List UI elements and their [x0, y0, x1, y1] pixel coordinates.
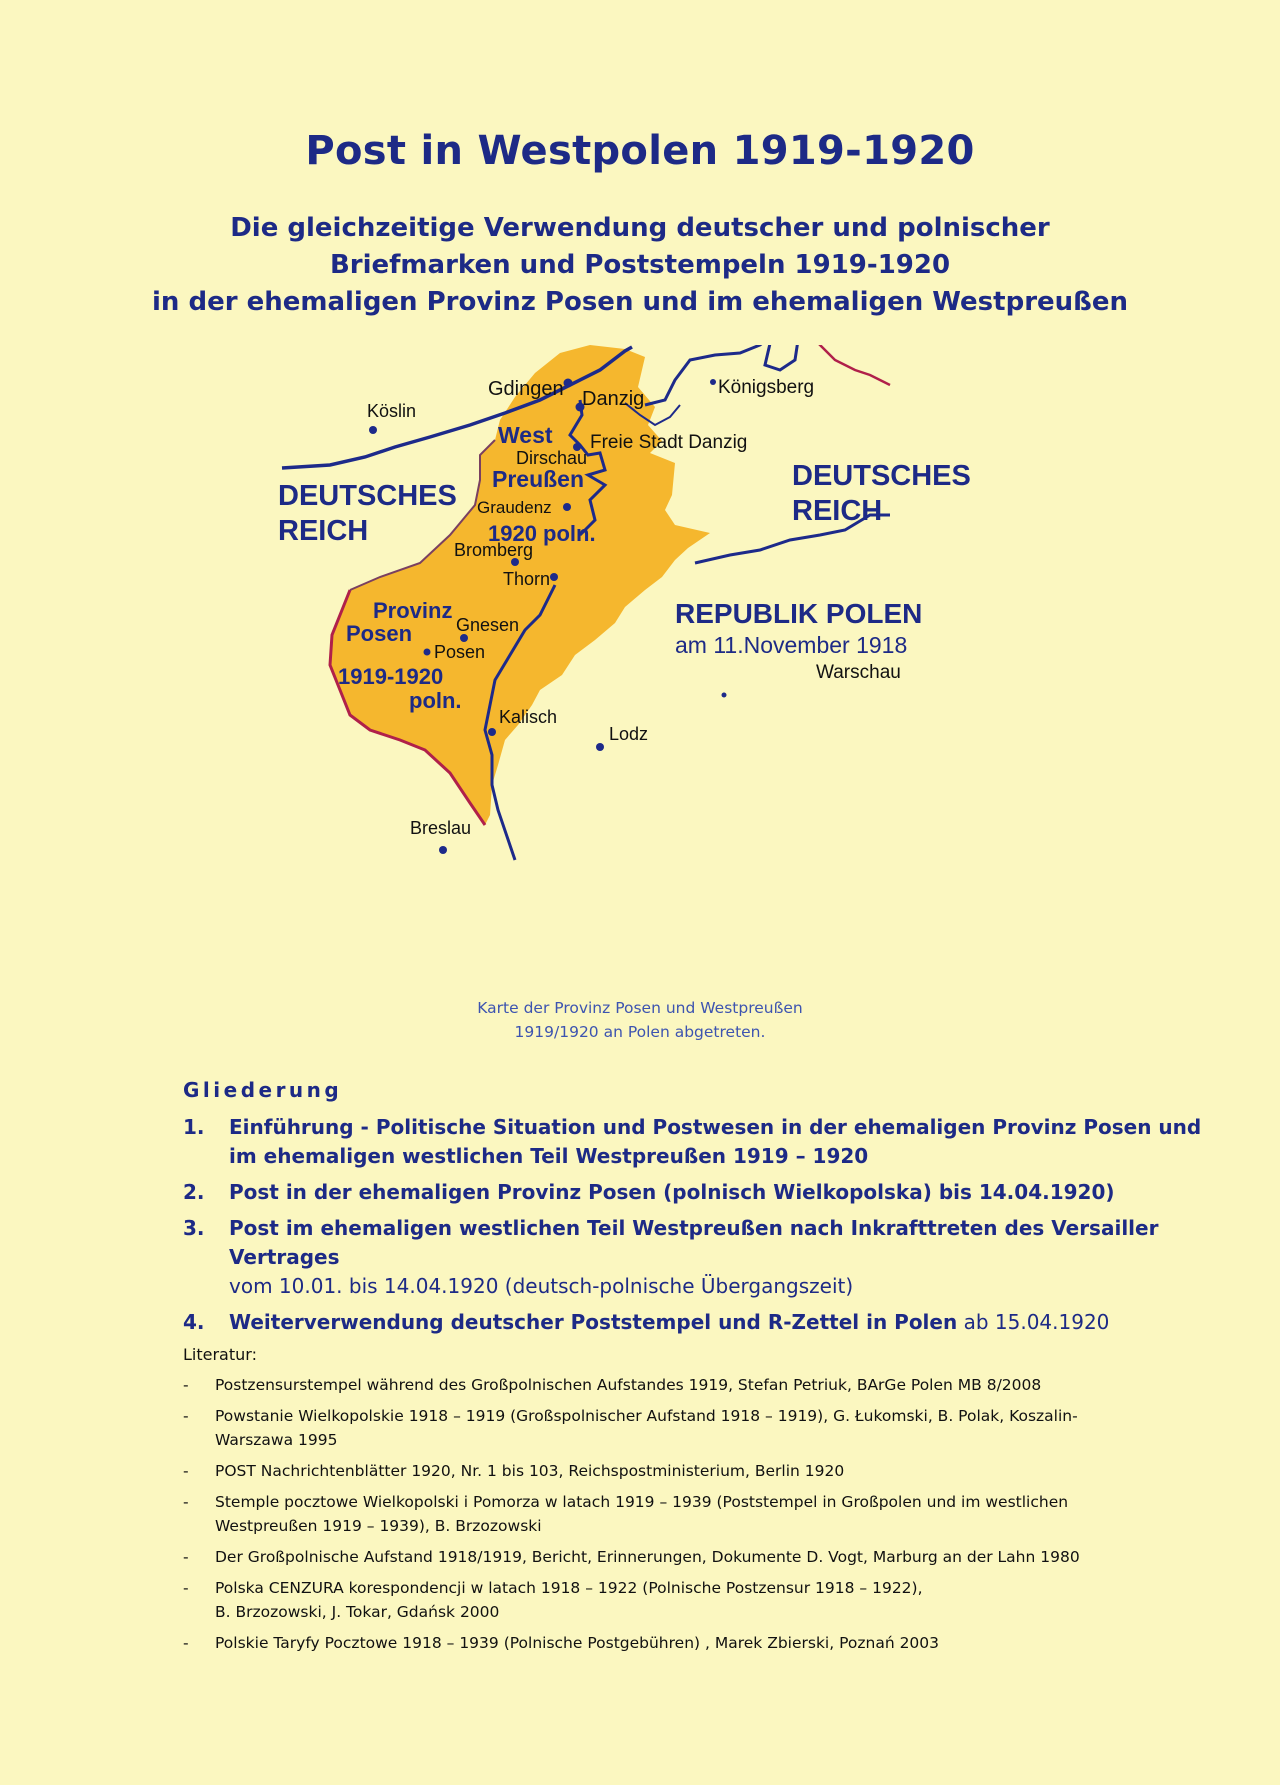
dot-warschau	[722, 693, 727, 698]
label-gnesen: Gnesen	[456, 615, 520, 635]
list-dash: -	[183, 1462, 189, 1480]
literature-line: Polskie Taryfy Pocztowe 1918 – 1939 (Polnische Postgebühren) , Marek Zbierski, Poznań 2003	[215, 1634, 940, 1652]
literature-line: B. Brzozowski, J. Tokar, Gdańsk 2000	[215, 1603, 500, 1621]
outline-list	[183, 1113, 1203, 1344]
outline-text	[229, 1113, 1203, 1171]
caption-line: 1919/1920 an Polen abgetreten.	[514, 1023, 766, 1041]
literature-list	[183, 1373, 1123, 1662]
list-dash: -	[183, 1579, 189, 1597]
dot-posen	[424, 649, 431, 656]
outline-bold-text: Weiterverwendung deutscher Poststempel und R-Zettel in Polen	[229, 1310, 958, 1334]
label-koenigsberg: Königsberg	[718, 377, 815, 398]
label-warschau: Warschau	[816, 662, 901, 683]
label-reich-east-2: REICH	[792, 495, 883, 527]
outline-number: 4.	[183, 1310, 205, 1334]
literature-item	[183, 1576, 1123, 1624]
literature-item	[183, 1490, 1123, 1538]
outline-item	[183, 1214, 1203, 1301]
outline-heading: Gliederung	[183, 1078, 343, 1102]
literature-line: Der Großpolnische Aufstand 1918/1919, Bericht, Erinnerungen, Dokumente D. Vogt, Marburg an der Lahn 1980	[215, 1548, 1080, 1566]
label-republik: REPUBLIK POLEN	[675, 598, 923, 629]
label-reich-west-1: DEUTSCHES	[278, 480, 457, 512]
outline-item	[183, 1113, 1203, 1171]
label-bromberg: Bromberg	[454, 540, 534, 560]
label-lodz: Lodz	[609, 724, 649, 744]
literature-item	[183, 1545, 1123, 1569]
label-gdingen: Gdingen	[488, 378, 564, 400]
label-dirschau: Dirschau	[516, 448, 588, 468]
literature-item	[183, 1459, 1123, 1483]
map-caption	[0, 996, 1280, 1044]
literature-item	[183, 1631, 1123, 1655]
dot-breslau	[439, 846, 447, 854]
outline-number: 2.	[183, 1180, 205, 1204]
page-subtitle	[0, 210, 1280, 321]
outline-bold-text: Post im ehemaligen westlichen Teil Westpreußen nach Inkrafttreten des Versailler Vertrages	[229, 1216, 1159, 1269]
literature-item	[183, 1404, 1123, 1452]
outline-text	[229, 1308, 1109, 1337]
list-dash: -	[183, 1634, 189, 1652]
outline-text	[229, 1178, 1115, 1207]
label-pp-poln: poln.	[409, 688, 462, 713]
subtitle-line: Die gleichzeitige Verwendung deutscher und polnischer	[230, 213, 1050, 243]
literature-line: POST Nachrichtenblätter 1920, Nr. 1 bis 103, Reichspostministerium, Berlin 1920	[215, 1462, 845, 1480]
label-reich-east-1: DEUTSCHES	[792, 460, 971, 492]
list-dash: -	[183, 1548, 189, 1566]
outline-bold-text: Einführung - Politische Situation und Postwesen in der ehemaligen Provinz Posen und im ehemaligen westlichen Teil Westpreußen 1919 – 1920	[229, 1115, 1202, 1168]
outline-bold-text: Post in der ehemaligen Provinz Posen (polnisch Wielkopolska) bis 14.04.1920)	[229, 1180, 1115, 1204]
page-title: Post in Westpolen 1919-1920	[305, 128, 975, 174]
dot-kalisch	[488, 728, 496, 736]
literature-line: Postzensurstempel während des Großpolnischen Aufstandes 1919, Stefan Petriuk, BArGe Polen MB 8/2008	[215, 1376, 1042, 1394]
dot-koenigsberg	[710, 379, 716, 385]
list-dash: -	[183, 1407, 189, 1425]
label-preussen: Preußen	[492, 466, 585, 492]
literature-item	[183, 1373, 1123, 1397]
outline-normal-text: vom 10.01. bis 14.04.1920 (deutsch-polnische Übergangszeit)	[229, 1274, 854, 1298]
label-pp-year: 1919-1920	[338, 664, 444, 689]
outline-item	[183, 1178, 1203, 1207]
literature-heading: Literatur:	[183, 1345, 257, 1364]
label-kalisch: Kalisch	[499, 707, 558, 727]
historical-map	[270, 345, 1010, 985]
outline-item	[183, 1308, 1203, 1337]
dot-graudenz	[563, 503, 571, 511]
literature-line: Warszawa 1995	[215, 1431, 338, 1449]
outline-number: 3.	[183, 1216, 205, 1240]
dot-thorn	[550, 573, 558, 581]
label-freie-stadt: Freie Stadt Danzig	[590, 432, 748, 453]
subtitle-line: in der ehemaligen Provinz Posen und im ehemaligen Westpreußen	[151, 287, 1128, 317]
literature-line: Polska CENZURA korespondencji w latach 1918 – 1922 (Polnische Postzensur 1918 – 1922),	[215, 1579, 923, 1597]
label-wp-year: 1920 poln.	[488, 521, 596, 546]
literature-line: Stemple pocztowe Wielkopolski i Pomorza w latach 1919 – 1939 (Poststempel in Großpolen und im westlichen	[215, 1493, 1069, 1511]
label-provinz: Provinz	[373, 598, 453, 623]
label-thorn: Thorn	[503, 569, 551, 589]
label-republik-date: am 11.November 1918	[675, 632, 908, 658]
literature-line: Powstanie Wielkopolskie 1918 – 1919 (Großspolnischer Aufstand 1918 – 1919), G. Łukomski, B. Polak, Koszalin-	[215, 1407, 1078, 1425]
caption-line: Karte der Provinz Posen und Westpreußen	[477, 999, 803, 1017]
literature-line: Westpreußen 1919 – 1939), B. Brzozowski	[215, 1517, 542, 1535]
outline-normal-text: ab 15.04.1920	[963, 1310, 1110, 1334]
list-dash: -	[183, 1376, 189, 1394]
list-dash: -	[183, 1493, 189, 1511]
label-posen-city: Posen	[434, 642, 486, 662]
outline-text	[229, 1214, 1203, 1301]
label-reich-west-2: REICH	[278, 515, 369, 547]
label-west: West	[498, 422, 553, 448]
label-graudenz: Graudenz	[477, 498, 552, 517]
label-danzig: Danzig	[582, 388, 645, 410]
dot-gdingen	[564, 379, 573, 388]
label-posen-region: Posen	[346, 621, 413, 646]
dot-koeslin	[369, 426, 377, 434]
dot-gnesen	[460, 634, 468, 642]
label-breslau: Breslau	[410, 818, 472, 838]
dot-lodz	[596, 743, 604, 751]
outline-number: 1.	[183, 1115, 205, 1139]
label-koeslin: Köslin	[367, 401, 417, 421]
subtitle-line: Briefmarken und Poststempeln 1919-1920	[329, 250, 951, 280]
